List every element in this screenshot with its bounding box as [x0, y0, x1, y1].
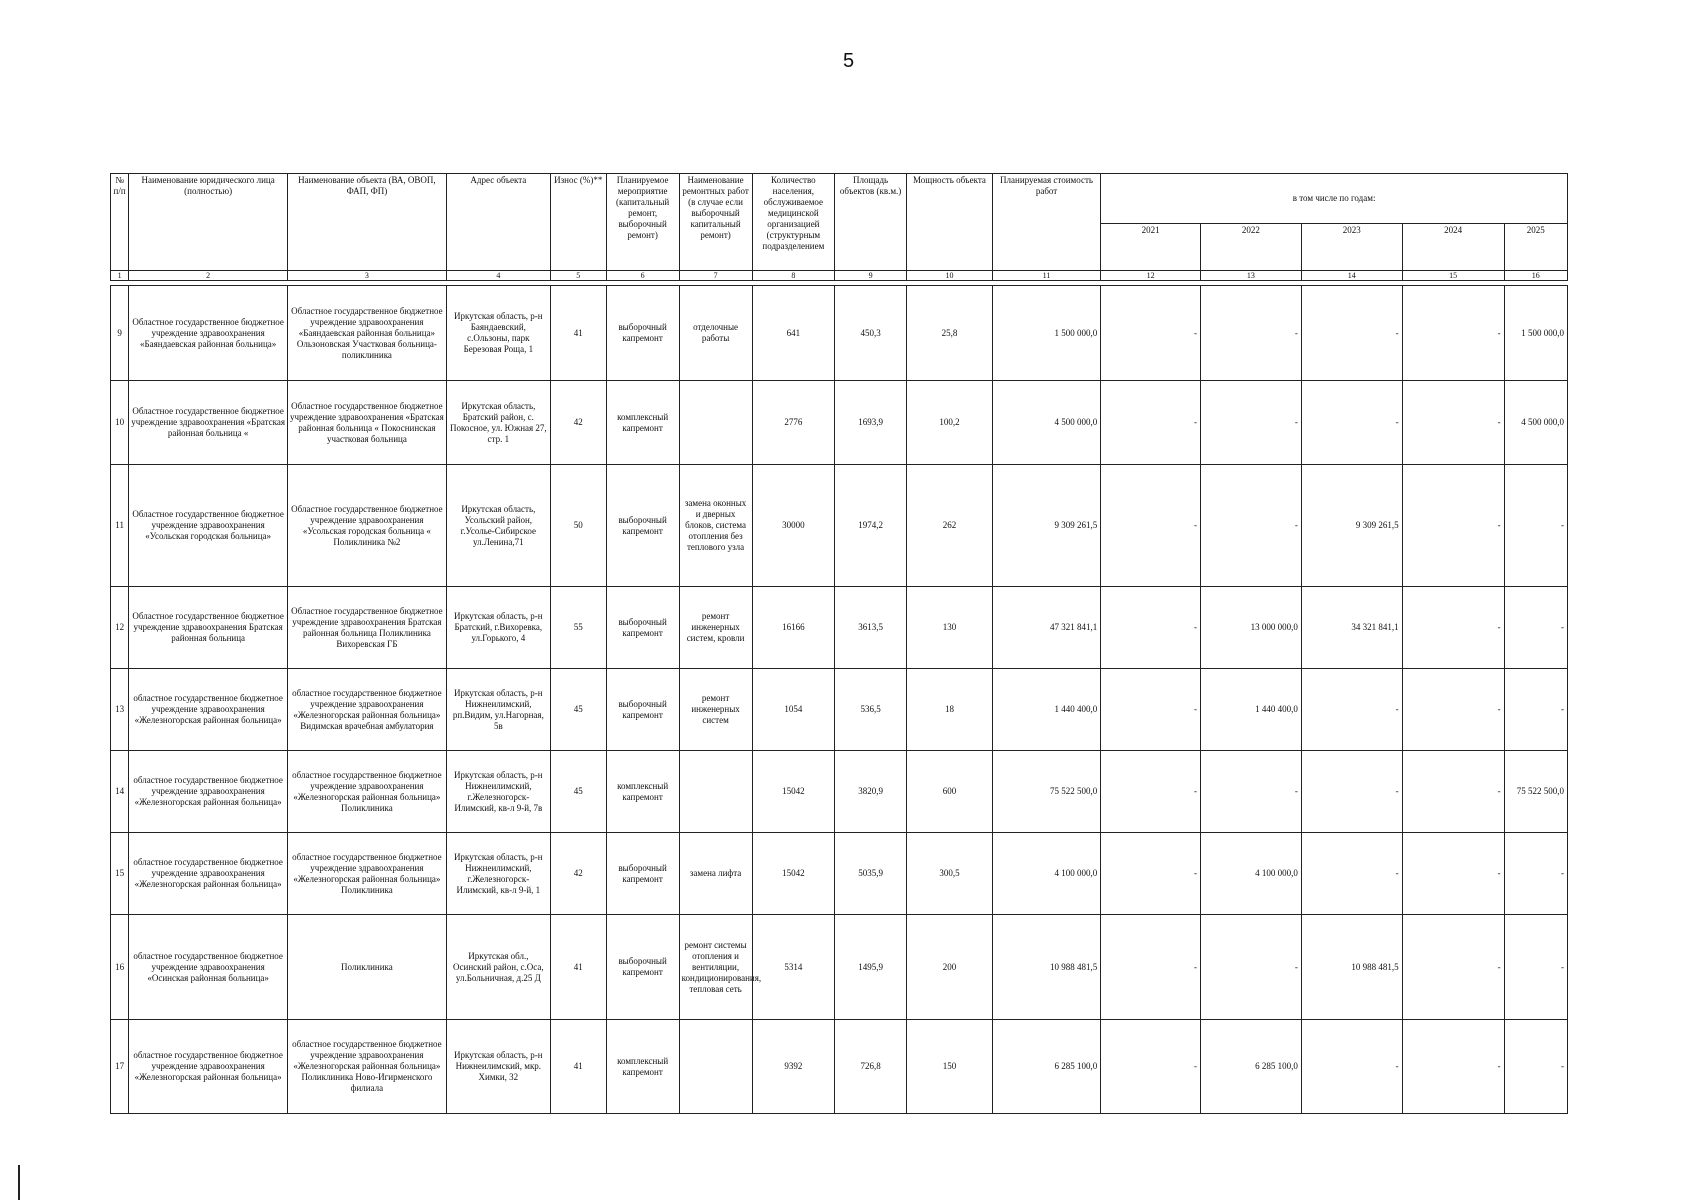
population-cell: 641	[752, 286, 835, 381]
cost-cell: 4 500 000,0	[992, 381, 1100, 465]
year-2024-cell: -	[1402, 915, 1504, 1020]
column-number: 13	[1200, 271, 1301, 281]
object-cell: Областное государственное бюджетное учреждение здравоохранения Братская районная больница Поликлиника Вихоревская ГБ	[288, 587, 447, 669]
cost-cell: 10 988 481,5	[992, 915, 1100, 1020]
column-number: 6	[606, 271, 679, 281]
capacity-cell: 25,8	[907, 286, 993, 381]
column-number: 10	[907, 271, 993, 281]
wear-cell: 55	[550, 587, 606, 669]
object-cell: Областное государственное бюджетное учреждение здравоохранения «Усольская городская больница « Поликлиника №2	[288, 465, 447, 587]
capacity-cell: 262	[907, 465, 993, 587]
wear-cell: 41	[550, 915, 606, 1020]
row-number: 16	[111, 915, 129, 1020]
works-cell: ремонт системы отопления и вентиляции, кондиционирования, тепловая сеть	[679, 915, 752, 1020]
address-cell: Иркутская область, р-н Братский, г.Вихоревка, ул.Горького, 4	[446, 587, 550, 669]
header-cell: Наименование объекта (ВА, ОВОП, ФАП, ФП)	[288, 174, 447, 271]
header-cell: Мощность объекта	[907, 174, 993, 271]
area-cell: 1693,9	[835, 381, 907, 465]
row-number: 14	[111, 751, 129, 833]
scan-margin-mark	[18, 1165, 20, 1200]
column-number: 8	[752, 271, 835, 281]
year-2023-cell: -	[1301, 669, 1402, 751]
population-cell: 5314	[752, 915, 835, 1020]
table-row	[111, 465, 1568, 587]
column-number: 7	[679, 271, 752, 281]
year-2023-cell: -	[1301, 286, 1402, 381]
works-cell	[679, 381, 752, 465]
page-number: 5	[842, 50, 855, 72]
area-cell: 726,8	[835, 1020, 907, 1114]
capacity-cell: 200	[907, 915, 993, 1020]
row-number: 13	[111, 669, 129, 751]
repair-plan-table	[110, 173, 1568, 1114]
object-cell: Поликлиника	[288, 915, 447, 1020]
address-cell: Иркутская область, р-н Нижнеилимский, г.Железногорск-Илимский, кв-л 9-й, 1	[446, 833, 550, 915]
year-2021-cell: -	[1101, 465, 1201, 587]
object-cell: областное государственное бюджетное учреждение здравоохранения «Железногорская районная больница» Поликлиника Ново-Игирменского филиала	[288, 1020, 447, 1114]
year-2022-cell: -	[1200, 381, 1301, 465]
header-cell: Количество населения, обслуживаемое медицинской организацией (структурным подразделением	[752, 174, 835, 271]
year-header: 2021	[1101, 224, 1201, 271]
cost-cell: 75 522 500,0	[992, 751, 1100, 833]
header-cell: Наименование ремонтных работ (в случае если выборочный капитальный ремонт)	[679, 174, 752, 271]
header-row	[111, 174, 1568, 224]
capacity-cell: 100,2	[907, 381, 993, 465]
year-2021-cell: -	[1101, 915, 1201, 1020]
population-cell: 2776	[752, 381, 835, 465]
year-2021-cell: -	[1101, 833, 1201, 915]
header-cell: Адрес объекта	[446, 174, 550, 271]
year-2022-cell: 13 000 000,0	[1200, 587, 1301, 669]
year-header: 2022	[1200, 224, 1301, 271]
year-2021-cell: -	[1101, 587, 1201, 669]
year-2021-cell: -	[1101, 669, 1201, 751]
year-2021-cell: -	[1101, 1020, 1201, 1114]
wear-cell: 42	[550, 381, 606, 465]
year-2023-cell: 34 321 841,1	[1301, 587, 1402, 669]
year-2024-cell: -	[1402, 751, 1504, 833]
year-2022-cell: 1 440 400,0	[1200, 669, 1301, 751]
year-2024-cell: -	[1402, 381, 1504, 465]
year-2025-cell: -	[1504, 833, 1567, 915]
capacity-cell: 300,5	[907, 833, 993, 915]
cost-cell: 1 500 000,0	[992, 286, 1100, 381]
wear-cell: 50	[550, 465, 606, 587]
year-2025-cell: -	[1504, 587, 1567, 669]
works-cell: ремонт инженерных систем, кровли	[679, 587, 752, 669]
header-cell: Износ (%)**	[550, 174, 606, 271]
measure-cell: комплексный капремонт	[606, 1020, 679, 1114]
table-row	[111, 381, 1568, 465]
capacity-cell: 600	[907, 751, 993, 833]
year-2024-cell: -	[1402, 587, 1504, 669]
year-2025-cell: 1 500 000,0	[1504, 286, 1567, 381]
object-cell: Областное государственное бюджетное учреждение здравоохранения «Братская районная больница « Покоснинская участковая больница	[288, 381, 447, 465]
works-cell	[679, 1020, 752, 1114]
population-cell: 15042	[752, 751, 835, 833]
column-number: 3	[288, 271, 447, 281]
measure-cell: выборочный капремонт	[606, 915, 679, 1020]
population-cell: 16166	[752, 587, 835, 669]
year-2022-cell: -	[1200, 915, 1301, 1020]
wear-cell: 45	[550, 751, 606, 833]
year-2024-cell: -	[1402, 833, 1504, 915]
table-row	[111, 587, 1568, 669]
row-number: 11	[111, 465, 129, 587]
population-cell: 9392	[752, 1020, 835, 1114]
cost-cell: 4 100 000,0	[992, 833, 1100, 915]
row-number: 10	[111, 381, 129, 465]
entity-cell: Областное государственное бюджетное учреждение здравоохранения «Усольская городская больница»	[129, 465, 288, 587]
header-cell: № п/п	[111, 174, 129, 271]
entity-cell: областное государственное бюджетное учреждение здравоохранения «Осинская районная больница»	[129, 915, 288, 1020]
entity-cell: областное государственное бюджетное учреждение здравоохранения «Железногорская районная больница»	[129, 1020, 288, 1114]
column-number-row	[111, 271, 1568, 281]
object-cell: областное государственное бюджетное учреждение здравоохранения «Железногорская районная больница» Видимская врачебная амбулатория	[288, 669, 447, 751]
year-2021-cell: -	[1101, 381, 1201, 465]
column-number: 9	[835, 271, 907, 281]
area-cell: 5035,9	[835, 833, 907, 915]
area-cell: 1495,9	[835, 915, 907, 1020]
wear-cell: 41	[550, 286, 606, 381]
address-cell: Иркутская обл., Осинский район, с.Оса, ул.Больничная, д.25 Д	[446, 915, 550, 1020]
address-cell: Иркутская область, Усольский район, г.Усолье-Сибирское ул.Ленина,71	[446, 465, 550, 587]
year-2024-cell: -	[1402, 465, 1504, 587]
table-row	[111, 669, 1568, 751]
row-number: 17	[111, 1020, 129, 1114]
year-2023-cell: 9 309 261,5	[1301, 465, 1402, 587]
object-cell: областное государственное бюджетное учреждение здравоохранения «Железногорская районная больница» Поликлиника	[288, 751, 447, 833]
year-2025-cell: 75 522 500,0	[1504, 751, 1567, 833]
measure-cell: комплексный капремонт	[606, 381, 679, 465]
measure-cell: выборочный капремонт	[606, 669, 679, 751]
year-2023-cell: -	[1301, 381, 1402, 465]
address-cell: Иркутская область, р-н Нижнеилимский, мкр. Химки, 32	[446, 1020, 550, 1114]
year-2025-cell: -	[1504, 669, 1567, 751]
year-2024-cell: -	[1402, 1020, 1504, 1114]
years-group-header: в том числе по годам:	[1101, 174, 1568, 224]
row-number: 15	[111, 833, 129, 915]
year-2025-cell: -	[1504, 465, 1567, 587]
year-2022-cell: 4 100 000,0	[1200, 833, 1301, 915]
year-2023-cell: 10 988 481,5	[1301, 915, 1402, 1020]
area-cell: 1974,2	[835, 465, 907, 587]
row-number: 9	[111, 286, 129, 381]
year-2025-cell: -	[1504, 1020, 1567, 1114]
table-row	[111, 915, 1568, 1020]
column-number: 15	[1402, 271, 1504, 281]
year-header: 2025	[1504, 224, 1567, 271]
year-2023-cell: -	[1301, 1020, 1402, 1114]
entity-cell: областное государственное бюджетное учреждение здравоохранения «Железногорская районная больница»	[129, 833, 288, 915]
table-row	[111, 751, 1568, 833]
cost-cell: 1 440 400,0	[992, 669, 1100, 751]
year-2025-cell: -	[1504, 915, 1567, 1020]
measure-cell: комплексный капремонт	[606, 751, 679, 833]
capacity-cell: 130	[907, 587, 993, 669]
measure-cell: выборочный капремонт	[606, 465, 679, 587]
works-cell	[679, 751, 752, 833]
entity-cell: Областное государственное бюджетное учреждение здравоохранения «Братская районная больница «	[129, 381, 288, 465]
column-number: 12	[1101, 271, 1201, 281]
year-2022-cell: -	[1200, 286, 1301, 381]
capacity-cell: 150	[907, 1020, 993, 1114]
area-cell: 450,3	[835, 286, 907, 381]
wear-cell: 41	[550, 1020, 606, 1114]
works-cell: отделочные работы	[679, 286, 752, 381]
header-cell: Наименование юридического лица (полностью)	[129, 174, 288, 271]
column-number: 16	[1504, 271, 1567, 281]
entity-cell: Областное государственное бюджетное учреждение здравоохранения «Баяндаевская районная больница»	[129, 286, 288, 381]
year-2025-cell: 4 500 000,0	[1504, 381, 1567, 465]
year-header: 2024	[1402, 224, 1504, 271]
works-cell: замена оконных и дверных блоков, система отопления без теплового узла	[679, 465, 752, 587]
cost-cell: 6 285 100,0	[992, 1020, 1100, 1114]
entity-cell: областное государственное бюджетное учреждение здравоохранения «Железногорская районная больница»	[129, 751, 288, 833]
cost-cell: 9 309 261,5	[992, 465, 1100, 587]
works-cell: ремонт инженерных систем	[679, 669, 752, 751]
measure-cell: выборочный капремонт	[606, 587, 679, 669]
wear-cell: 45	[550, 669, 606, 751]
year-2022-cell: 6 285 100,0	[1200, 1020, 1301, 1114]
works-cell: замена лифта	[679, 833, 752, 915]
table-row	[111, 286, 1568, 381]
address-cell: Иркутская область, р-н Нижнеилимский, рп.Видим, ул.Нагорная, 5в	[446, 669, 550, 751]
object-cell: областное государственное бюджетное учреждение здравоохранения «Железногорская районная больница» Поликлиника	[288, 833, 447, 915]
wear-cell: 42	[550, 833, 606, 915]
cost-cell: 47 321 841,1	[992, 587, 1100, 669]
address-cell: Иркутская область, Братский район, с. Покосное, ул. Южная 27, стр. 1	[446, 381, 550, 465]
header-cell: Площадь объектов (кв.м.)	[835, 174, 907, 271]
entity-cell: Областное государственное бюджетное учреждение здравоохранения Братская районная больница	[129, 587, 288, 669]
object-cell: Областное государственное бюджетное учреждение здравоохранения «Баяндаевская районная больница» Ользоновская Участковая больница-поликлиника	[288, 286, 447, 381]
population-cell: 1054	[752, 669, 835, 751]
column-number: 4	[446, 271, 550, 281]
year-2021-cell: -	[1101, 751, 1201, 833]
table-row	[111, 833, 1568, 915]
area-cell: 3613,5	[835, 587, 907, 669]
measure-cell: выборочный капремонт	[606, 833, 679, 915]
header-cell: Планируемое мероприятие (капитальный ремонт, выборочный ремонт)	[606, 174, 679, 271]
column-number: 1	[111, 271, 129, 281]
year-header: 2023	[1301, 224, 1402, 271]
address-cell: Иркутская область, р-н Нижнеилимский, г.Железногорск-Илимский, кв-л 9-й, 7в	[446, 751, 550, 833]
header-cell: Планируемая стоимость работ	[992, 174, 1100, 271]
row-number: 12	[111, 587, 129, 669]
year-2023-cell: -	[1301, 751, 1402, 833]
year-2022-cell: -	[1200, 465, 1301, 587]
year-2024-cell: -	[1402, 669, 1504, 751]
year-2022-cell: -	[1200, 751, 1301, 833]
population-cell: 15042	[752, 833, 835, 915]
measure-cell: выборочный капремонт	[606, 286, 679, 381]
column-number: 11	[992, 271, 1100, 281]
area-cell: 3820,9	[835, 751, 907, 833]
year-2021-cell: -	[1101, 286, 1201, 381]
capacity-cell: 18	[907, 669, 993, 751]
year-2024-cell: -	[1402, 286, 1504, 381]
year-2023-cell: -	[1301, 833, 1402, 915]
address-cell: Иркутская область, р-н Баяндаевский, с.Ользоны, парк Березовая Роща, 1	[446, 286, 550, 381]
column-number: 5	[550, 271, 606, 281]
column-number: 14	[1301, 271, 1402, 281]
table-row	[111, 1020, 1568, 1114]
population-cell: 30000	[752, 465, 835, 587]
entity-cell: областное государственное бюджетное учреждение здравоохранения «Железногорская районная больница»	[129, 669, 288, 751]
area-cell: 536,5	[835, 669, 907, 751]
column-number: 2	[129, 271, 288, 281]
